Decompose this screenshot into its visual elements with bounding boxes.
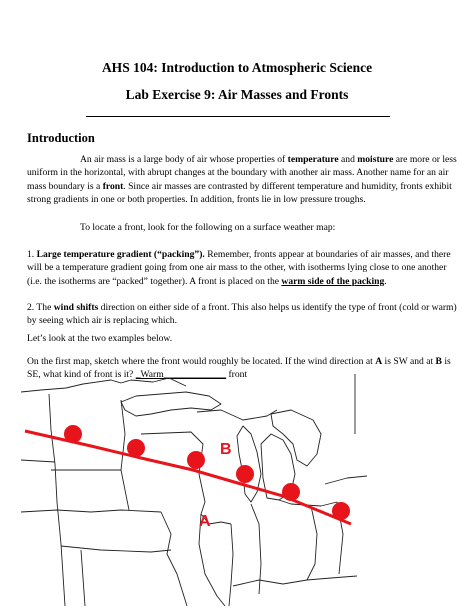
answer-blank[interactable]: _Warm_____________ — [135, 369, 227, 381]
document-subtitle: Lab Exercise 9: Air Masses and Fronts — [125, 87, 349, 102]
lake-michigan — [237, 426, 261, 502]
warm-front-line — [25, 431, 351, 524]
line-sd-nebraska-iowa — [21, 510, 161, 512]
text-run: is SE, what kind of front is it? — [27, 356, 451, 381]
state-boundaries — [21, 374, 367, 606]
line-kansas — [81, 550, 85, 606]
paragraph-examples: Let’s look at the two examples below. — [27, 333, 173, 344]
term-temperature-gradient: Large temperature gradient (“packing”). — [36, 249, 205, 260]
text-run: . — [384, 275, 387, 287]
line-wisconsin — [141, 432, 205, 514]
text-run: front — [226, 369, 248, 381]
line-north-south-dakota — [21, 460, 55, 462]
text-run: An air mass is a large body of air whose properties of — [80, 154, 288, 165]
border-north — [21, 378, 186, 392]
label-b: B — [220, 441, 232, 458]
term-warm-side: warm side of the packing — [281, 275, 385, 287]
text-run: 2. The — [27, 302, 54, 313]
line-ohio-east — [307, 506, 317, 580]
text-run: and — [338, 154, 358, 165]
paragraph-wind-shift — [27, 301, 457, 328]
paragraph-temperature-gradient — [27, 248, 457, 288]
term-moisture: moisture — [357, 154, 394, 165]
upper-michigan — [197, 410, 277, 420]
lake-erie-shore — [325, 476, 367, 484]
text-run: On the first map, sketch where the front would roughly be located. If the wind direction at — [27, 356, 376, 367]
point-a-ref: A — [375, 356, 383, 367]
text-run: Remember, fronts appear at boundaries of air masses, and there will be a temperature gradient going from one air mass to the other, with isotherms lying close to one another (i.e. the isotherms are “packed” together). A front is placed on the — [27, 249, 451, 287]
line-missouri-east — [161, 512, 187, 606]
line-illinois-indiana — [229, 524, 233, 606]
section-heading: Introduction — [27, 131, 95, 145]
front-bump — [127, 439, 145, 457]
weather-map — [21, 374, 367, 606]
line-dakota-minnesota — [49, 394, 65, 606]
lake-superior — [121, 392, 221, 416]
front-bump — [236, 465, 254, 483]
term-front: front — [102, 180, 124, 192]
line-nebraska-kansas — [61, 546, 171, 552]
term-temperature: temperature — [287, 154, 339, 165]
line-kentucky-north — [233, 576, 357, 586]
front-bump — [332, 502, 350, 520]
document-title: AHS 104: Introduction to Atmospheric Science — [101, 60, 373, 75]
text-run: are more or less uniform in the horizontal, with abrupt changes at the boundary with another air mass. Another name for an air mass boundary is a — [27, 154, 457, 192]
front-bump — [64, 425, 82, 443]
text-run: 1. — [27, 249, 37, 260]
text-run: . Since air masses are contrasted by different temperature and humidity, fronts exhibit strong gradients in one or both properties. In addition, fronts lie in low pressure troughs. — [27, 180, 452, 206]
text-run: direction on either side of a front. This also helps us identify the type of front (cold or warm) by seeing which air is replacing which. — [27, 302, 457, 327]
text-run: is SW and at — [382, 356, 436, 367]
paragraph-locate-front: To locate a front, look for the following on a surface weather map: — [80, 222, 336, 233]
point-b-ref: B — [435, 356, 442, 367]
paragraph-air-mass — [27, 153, 457, 207]
term-wind-shifts: wind shifts — [53, 302, 99, 313]
title-rule — [86, 116, 390, 117]
label-a: A — [199, 513, 211, 530]
front-bump — [187, 451, 205, 469]
front-bump — [282, 483, 300, 501]
